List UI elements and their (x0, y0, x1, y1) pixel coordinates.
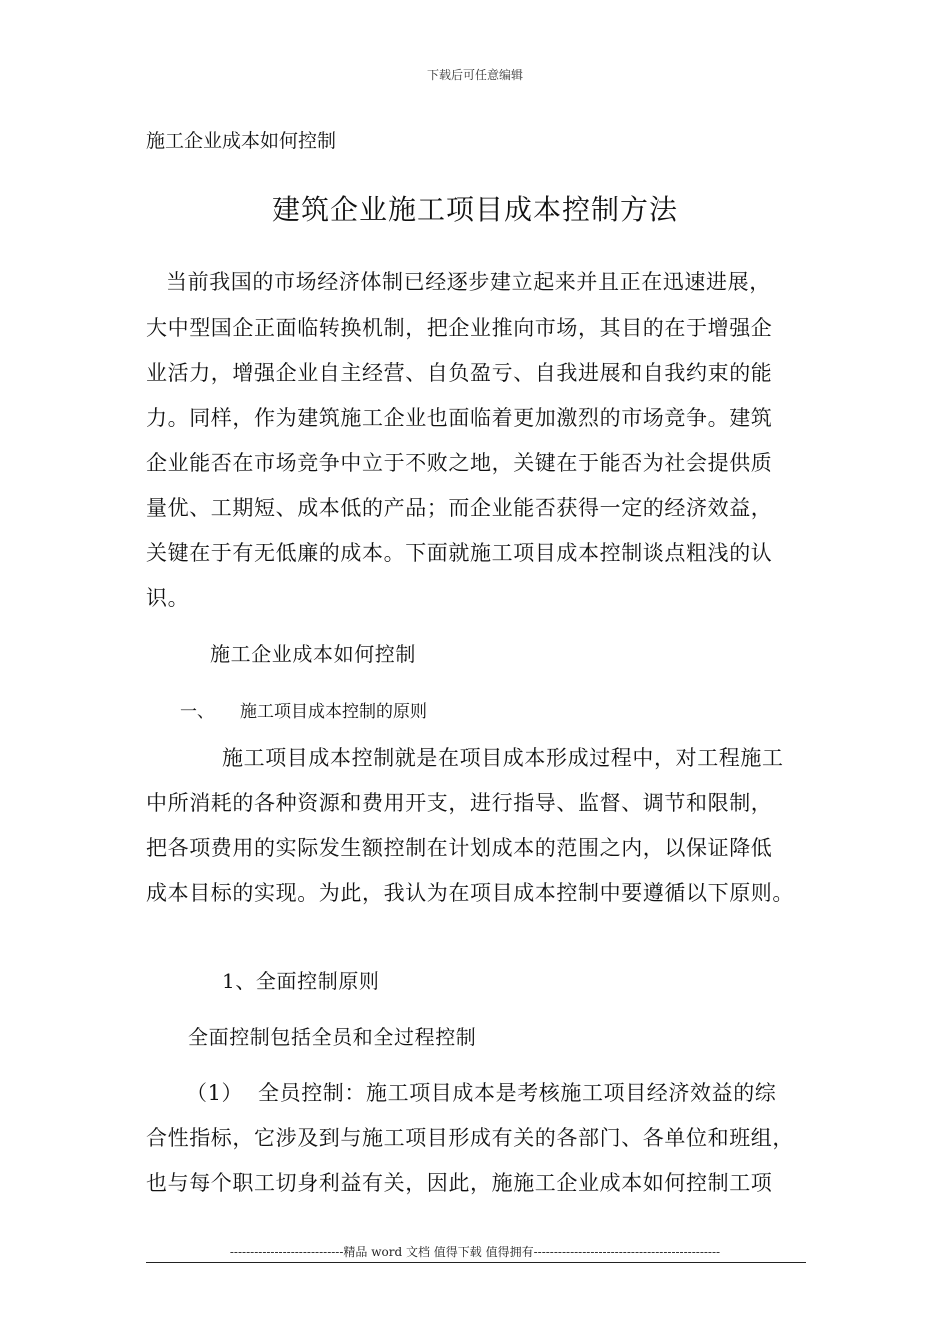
paragraph-line: 力。同样，作为建筑施工企业也面临着更加激烈的市场竞争。建筑 (146, 406, 773, 430)
paragraph-line: 也与每个职工切身利益有关，因此，施施工企业成本如何控制工项 (146, 1171, 773, 1195)
paragraph-line: 把各项费用的实际发生额控制在计划成本的范围之内，以保证降低 (146, 836, 773, 860)
subitem-number: （1） (186, 1081, 244, 1105)
paragraph-line: 大中型国企正面临转换机制，把企业推向市场，其目的在于增强企 (146, 316, 773, 340)
header-note: 下载后可任意编辑 (426, 68, 523, 82)
paragraph-line: 量优、工期短、成本低的产品；而企业能否获得一定的经济效益， (146, 496, 773, 520)
section-heading: 施工企业成本如何控制 (210, 642, 416, 666)
paragraph-line: 成本目标的实现。为此，我认为在项目成本控制中要遵循以下原则。 (146, 881, 794, 905)
footer-rule (146, 1262, 806, 1263)
paragraph-line: 全员控制：施工项目成本是考核施工项目经济效益的综 (258, 1081, 777, 1105)
item-subheading: 全面控制包括全员和全过程控制 (188, 1025, 477, 1049)
paragraph-line: 识。 (146, 586, 190, 610)
paragraph-line: 业活力，增强企业自主经营、自负盈亏、自我进展和自我约束的能 (146, 361, 773, 385)
paragraph-line: 中所消耗的各种资源和费用开支，进行指导、监督、调节和限制， (146, 791, 773, 815)
paragraph-line: 施工项目成本控制就是在项目成本形成过程中，对工程施工 (222, 746, 784, 770)
paragraph-line: 当前我国的市场经济体制已经逐步建立起来并且正在迅速进展， (166, 270, 771, 294)
paragraph-line: 企业能否在市场竞争中立于不败之地，关键在于能否为社会提供质 (146, 451, 773, 475)
item-heading: 1、全面控制原则 (222, 969, 380, 993)
footer-note: ----------------------------精品 word 文档 值得下载 值得拥有---------------------------------------------- (229, 1245, 721, 1259)
principle-heading: 施工项目成本控制的原则 (240, 702, 427, 722)
paragraph-line: 合性指标，它涉及到与施工项目形成有关的各部门、各单位和班组， (146, 1126, 794, 1150)
principle-number: 一、 (180, 702, 214, 722)
document-title: 建筑企业施工项目成本控制方法 (271, 193, 678, 226)
paragraph-line: 关键在于有无低廉的成本。下面就施工项目成本控制谈点粗浅的认 (146, 541, 773, 565)
pre-title: 施工企业成本如何控制 (146, 130, 337, 152)
